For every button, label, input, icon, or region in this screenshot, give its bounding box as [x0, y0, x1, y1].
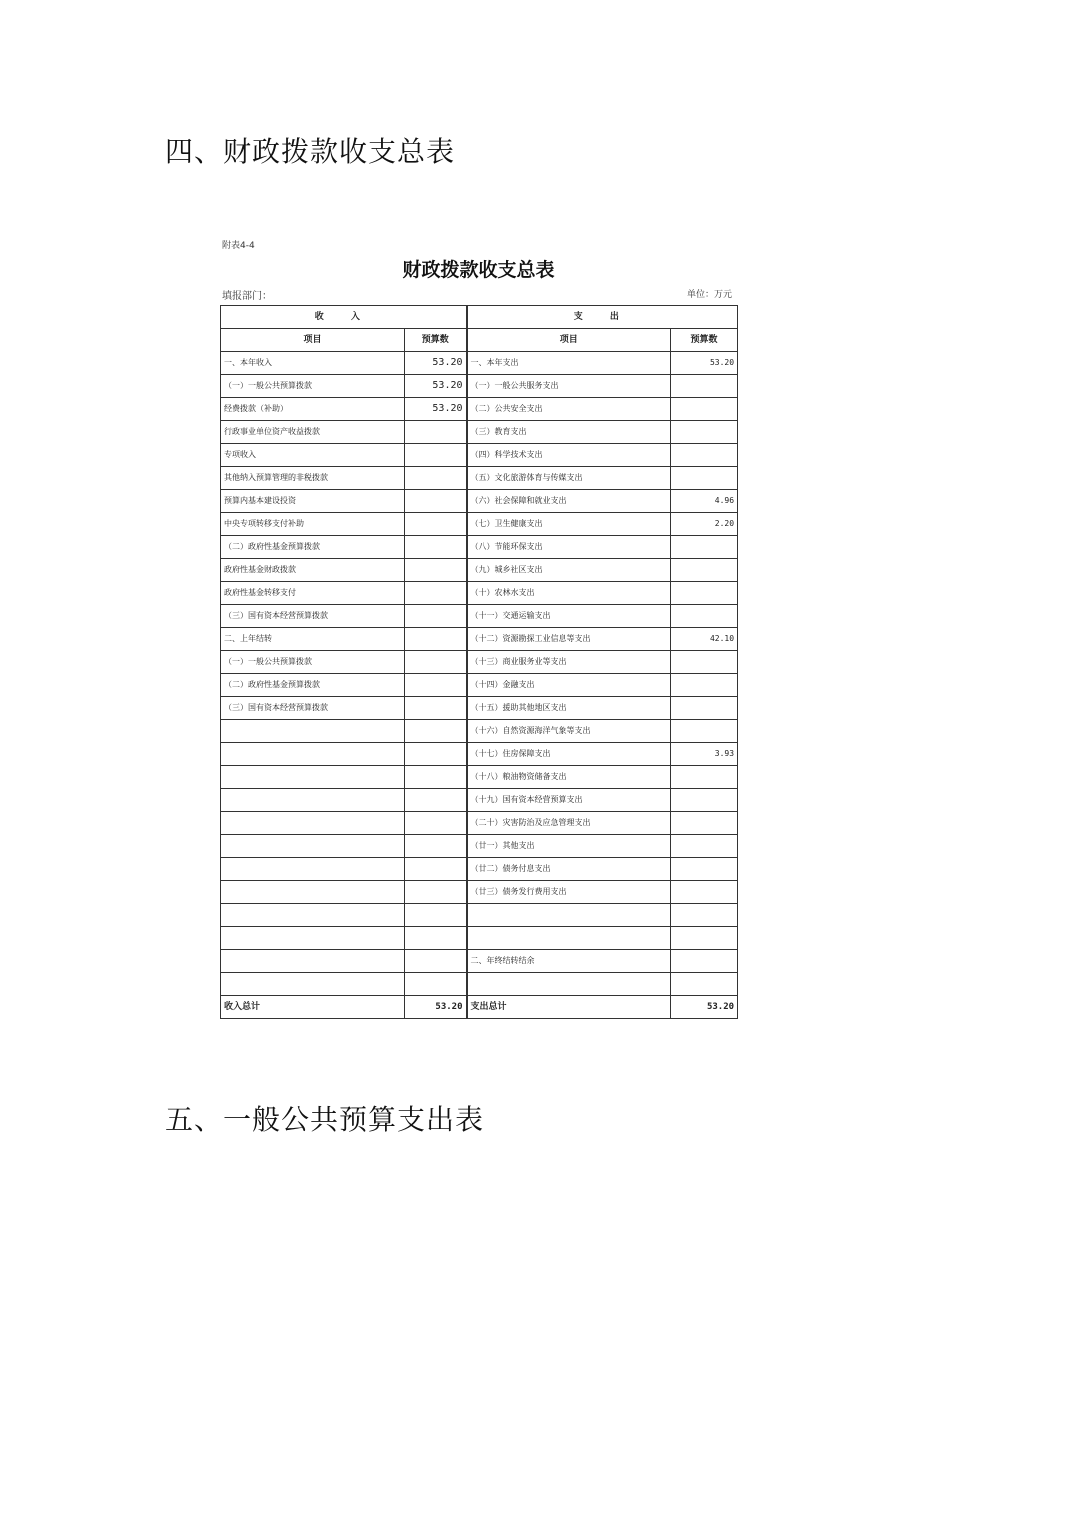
income-value-cell: [405, 904, 467, 927]
income-item-cell: [221, 812, 405, 835]
table-row: [221, 720, 738, 743]
section-heading-general-budget-expense: 五、一般公共预算支出表: [165, 1103, 485, 1136]
income-item-cell: [221, 789, 405, 812]
expense-value-cell: [671, 789, 738, 812]
income-item-cell: 一、本年收入: [221, 352, 405, 375]
income-budget-column-header: 预算数: [405, 329, 467, 352]
income-value-cell: [405, 582, 467, 605]
income-value-cell: 53.20: [405, 398, 467, 421]
expense-value-cell: [671, 950, 738, 973]
expense-value-cell: [671, 398, 738, 421]
expense-value-cell: [671, 881, 738, 904]
expense-item-cell: （十）农林水支出: [467, 582, 671, 605]
income-value-cell: [405, 421, 467, 444]
income-value-cell: [405, 835, 467, 858]
income-value-cell: [405, 536, 467, 559]
table-row: [221, 467, 738, 490]
income-item-column-header: 项目: [221, 329, 405, 352]
expense-header: 支 出: [467, 306, 738, 329]
total-expense-value: 53.20: [671, 996, 738, 1019]
fiscal-summary-table: [220, 305, 738, 1019]
income-value-cell: [405, 881, 467, 904]
expense-item-cell: 二、年终结转结余: [467, 950, 671, 973]
expense-item-cell: （三）教育支出: [467, 421, 671, 444]
income-value-cell: [405, 628, 467, 651]
income-value-cell: [405, 697, 467, 720]
table-header-row: [221, 306, 738, 329]
income-value-cell: [405, 513, 467, 536]
income-item-cell: [221, 720, 405, 743]
income-value-cell: [405, 490, 467, 513]
table-row: [221, 536, 738, 559]
expense-item-cell: （九）城乡社区支出: [467, 559, 671, 582]
income-item-cell: [221, 950, 405, 973]
table-row: [221, 789, 738, 812]
income-value-cell: [405, 858, 467, 881]
expense-item-cell: （五）文化旅游体育与传媒支出: [467, 467, 671, 490]
income-value-cell: [405, 467, 467, 490]
table-row: [221, 697, 738, 720]
expense-value-cell: [671, 582, 738, 605]
income-value-cell: [405, 651, 467, 674]
total-income-label: 收入总计: [221, 996, 405, 1019]
expense-item-cell: （二十）灾害防治及应急管理支出: [467, 812, 671, 835]
expense-item-cell: （十九）国有资本经营预算支出: [467, 789, 671, 812]
expense-value-cell: [671, 674, 738, 697]
income-value-cell: [405, 674, 467, 697]
income-value-cell: [405, 605, 467, 628]
expense-item-cell: （十四）金融支出: [467, 674, 671, 697]
expense-value-cell: [671, 536, 738, 559]
expense-item-cell: [467, 904, 671, 927]
income-item-cell: [221, 766, 405, 789]
section-heading-fiscal-summary: 四、财政拨款收支总表: [165, 135, 456, 168]
table-row: [221, 881, 738, 904]
expense-budget-column-header: 预算数: [671, 329, 738, 352]
table-row: [221, 858, 738, 881]
income-value-cell: [405, 789, 467, 812]
income-header: 收 入: [221, 306, 467, 329]
expense-item-cell: （十五）援助其他地区支出: [467, 697, 671, 720]
expense-item-cell: （十二）资源勘探工业信息等支出: [467, 628, 671, 651]
expense-value-cell: 4.96: [671, 490, 738, 513]
income-value-cell: [405, 766, 467, 789]
income-value-cell: [405, 743, 467, 766]
expense-item-cell: （廿一）其他支出: [467, 835, 671, 858]
expense-value-cell: [671, 766, 738, 789]
income-value-cell: [405, 444, 467, 467]
table-row: [221, 513, 738, 536]
expense-item-cell: （七）卫生健康支出: [467, 513, 671, 536]
table-row: [221, 674, 738, 697]
table-row: [221, 490, 738, 513]
expense-value-cell: [671, 421, 738, 444]
table-row: [221, 444, 738, 467]
expense-item-cell: （八）节能环保支出: [467, 536, 671, 559]
expense-value-cell: 53.20: [671, 352, 738, 375]
income-item-cell: （一）一般公共预算拨款: [221, 375, 405, 398]
income-item-cell: [221, 743, 405, 766]
expense-value-cell: [671, 720, 738, 743]
expense-item-cell: （六）社会保障和就业支出: [467, 490, 671, 513]
expense-item-cell: （十六）自然资源海洋气象等支出: [467, 720, 671, 743]
income-value-cell: 53.20: [405, 375, 467, 398]
table-title: 财政拨款收支总表: [402, 259, 555, 281]
appendix-label: 附表4-4: [222, 241, 255, 251]
expense-item-cell: （廿三）债务发行费用支出: [467, 881, 671, 904]
expense-item-cell: （二）公共安全支出: [467, 398, 671, 421]
income-item-cell: [221, 904, 405, 927]
table-row: [221, 605, 738, 628]
table-row: [221, 927, 738, 950]
income-item-cell: [221, 881, 405, 904]
expense-value-cell: [671, 904, 738, 927]
table-row: [221, 950, 738, 973]
income-item-cell: （一）一般公共预算拨款: [221, 651, 405, 674]
income-item-cell: 预算内基本建设投资: [221, 490, 405, 513]
table-row: [221, 651, 738, 674]
income-item-cell: 其他纳入预算管理的非税拨款: [221, 467, 405, 490]
expense-value-cell: [671, 812, 738, 835]
income-value-cell: [405, 720, 467, 743]
expense-item-cell: （十三）商业服务业等支出: [467, 651, 671, 674]
expense-value-cell: [671, 467, 738, 490]
income-item-cell: 中央专项转移支付补助: [221, 513, 405, 536]
table-row: [221, 352, 738, 375]
expense-value-cell: [671, 835, 738, 858]
expense-item-cell: （四）科学技术支出: [467, 444, 671, 467]
income-item-cell: 二、上年结转: [221, 628, 405, 651]
income-value-cell: [405, 559, 467, 582]
expense-item-cell: （十七）住房保障支出: [467, 743, 671, 766]
expense-value-cell: [671, 605, 738, 628]
expense-value-cell: [671, 697, 738, 720]
table-row: [221, 398, 738, 421]
expense-item-cell: （十八）粮油物资储备支出: [467, 766, 671, 789]
expense-value-cell: [671, 559, 738, 582]
income-item-cell: 政府性基金转移支付: [221, 582, 405, 605]
column-header-row: [221, 329, 738, 352]
expense-item-cell: [467, 973, 671, 996]
expense-item-column-header: 项目: [467, 329, 671, 352]
total-row: [221, 996, 738, 1019]
table-row: [221, 582, 738, 605]
income-item-cell: 经费拨款（补助）: [221, 398, 405, 421]
income-value-cell: 53.20: [405, 352, 467, 375]
income-item-cell: （三）国有资本经营预算拨款: [221, 605, 405, 628]
income-item-cell: [221, 927, 405, 950]
expense-item-cell: （一）一般公共服务支出: [467, 375, 671, 398]
expense-item-cell: （廿二）债务付息支出: [467, 858, 671, 881]
table-row: [221, 559, 738, 582]
table-row: [221, 835, 738, 858]
income-value-cell: [405, 950, 467, 973]
income-item-cell: [221, 858, 405, 881]
expense-value-cell: [671, 858, 738, 881]
table-row: [221, 973, 738, 996]
expense-item-cell: [467, 927, 671, 950]
income-value-cell: [405, 973, 467, 996]
income-item-cell: [221, 835, 405, 858]
table-row: [221, 766, 738, 789]
expense-value-cell: [671, 927, 738, 950]
expense-value-cell: [671, 375, 738, 398]
income-item-cell: （二）政府性基金预算拨款: [221, 536, 405, 559]
expense-value-cell: 42.10: [671, 628, 738, 651]
income-item-cell: 专项收入: [221, 444, 405, 467]
income-item-cell: （二）政府性基金预算拨款: [221, 674, 405, 697]
expense-value-cell: [671, 973, 738, 996]
table-row: [221, 812, 738, 835]
income-item-cell: （三）国有资本经营预算拨款: [221, 697, 405, 720]
income-value-cell: [405, 812, 467, 835]
expense-value-cell: 2.20: [671, 513, 738, 536]
table-row: [221, 375, 738, 398]
table-row: [221, 743, 738, 766]
income-item-cell: 政府性基金财政拨款: [221, 559, 405, 582]
table-row: [221, 904, 738, 927]
expense-value-cell: [671, 651, 738, 674]
department-label: 填报部门：: [222, 291, 272, 302]
expense-item-cell: （十一）交通运输支出: [467, 605, 671, 628]
expense-item-cell: 一、本年支出: [467, 352, 671, 375]
total-income-value: 53.20: [405, 996, 467, 1019]
income-item-cell: 行政事业单位资产收益拨款: [221, 421, 405, 444]
table-row: [221, 421, 738, 444]
table-row: [221, 628, 738, 651]
expense-value-cell: 3.93: [671, 743, 738, 766]
income-item-cell: [221, 973, 405, 996]
expense-value-cell: [671, 444, 738, 467]
unit-label: 单位：万元: [686, 290, 732, 300]
total-expense-label: 支出总计: [467, 996, 671, 1019]
income-value-cell: [405, 927, 467, 950]
